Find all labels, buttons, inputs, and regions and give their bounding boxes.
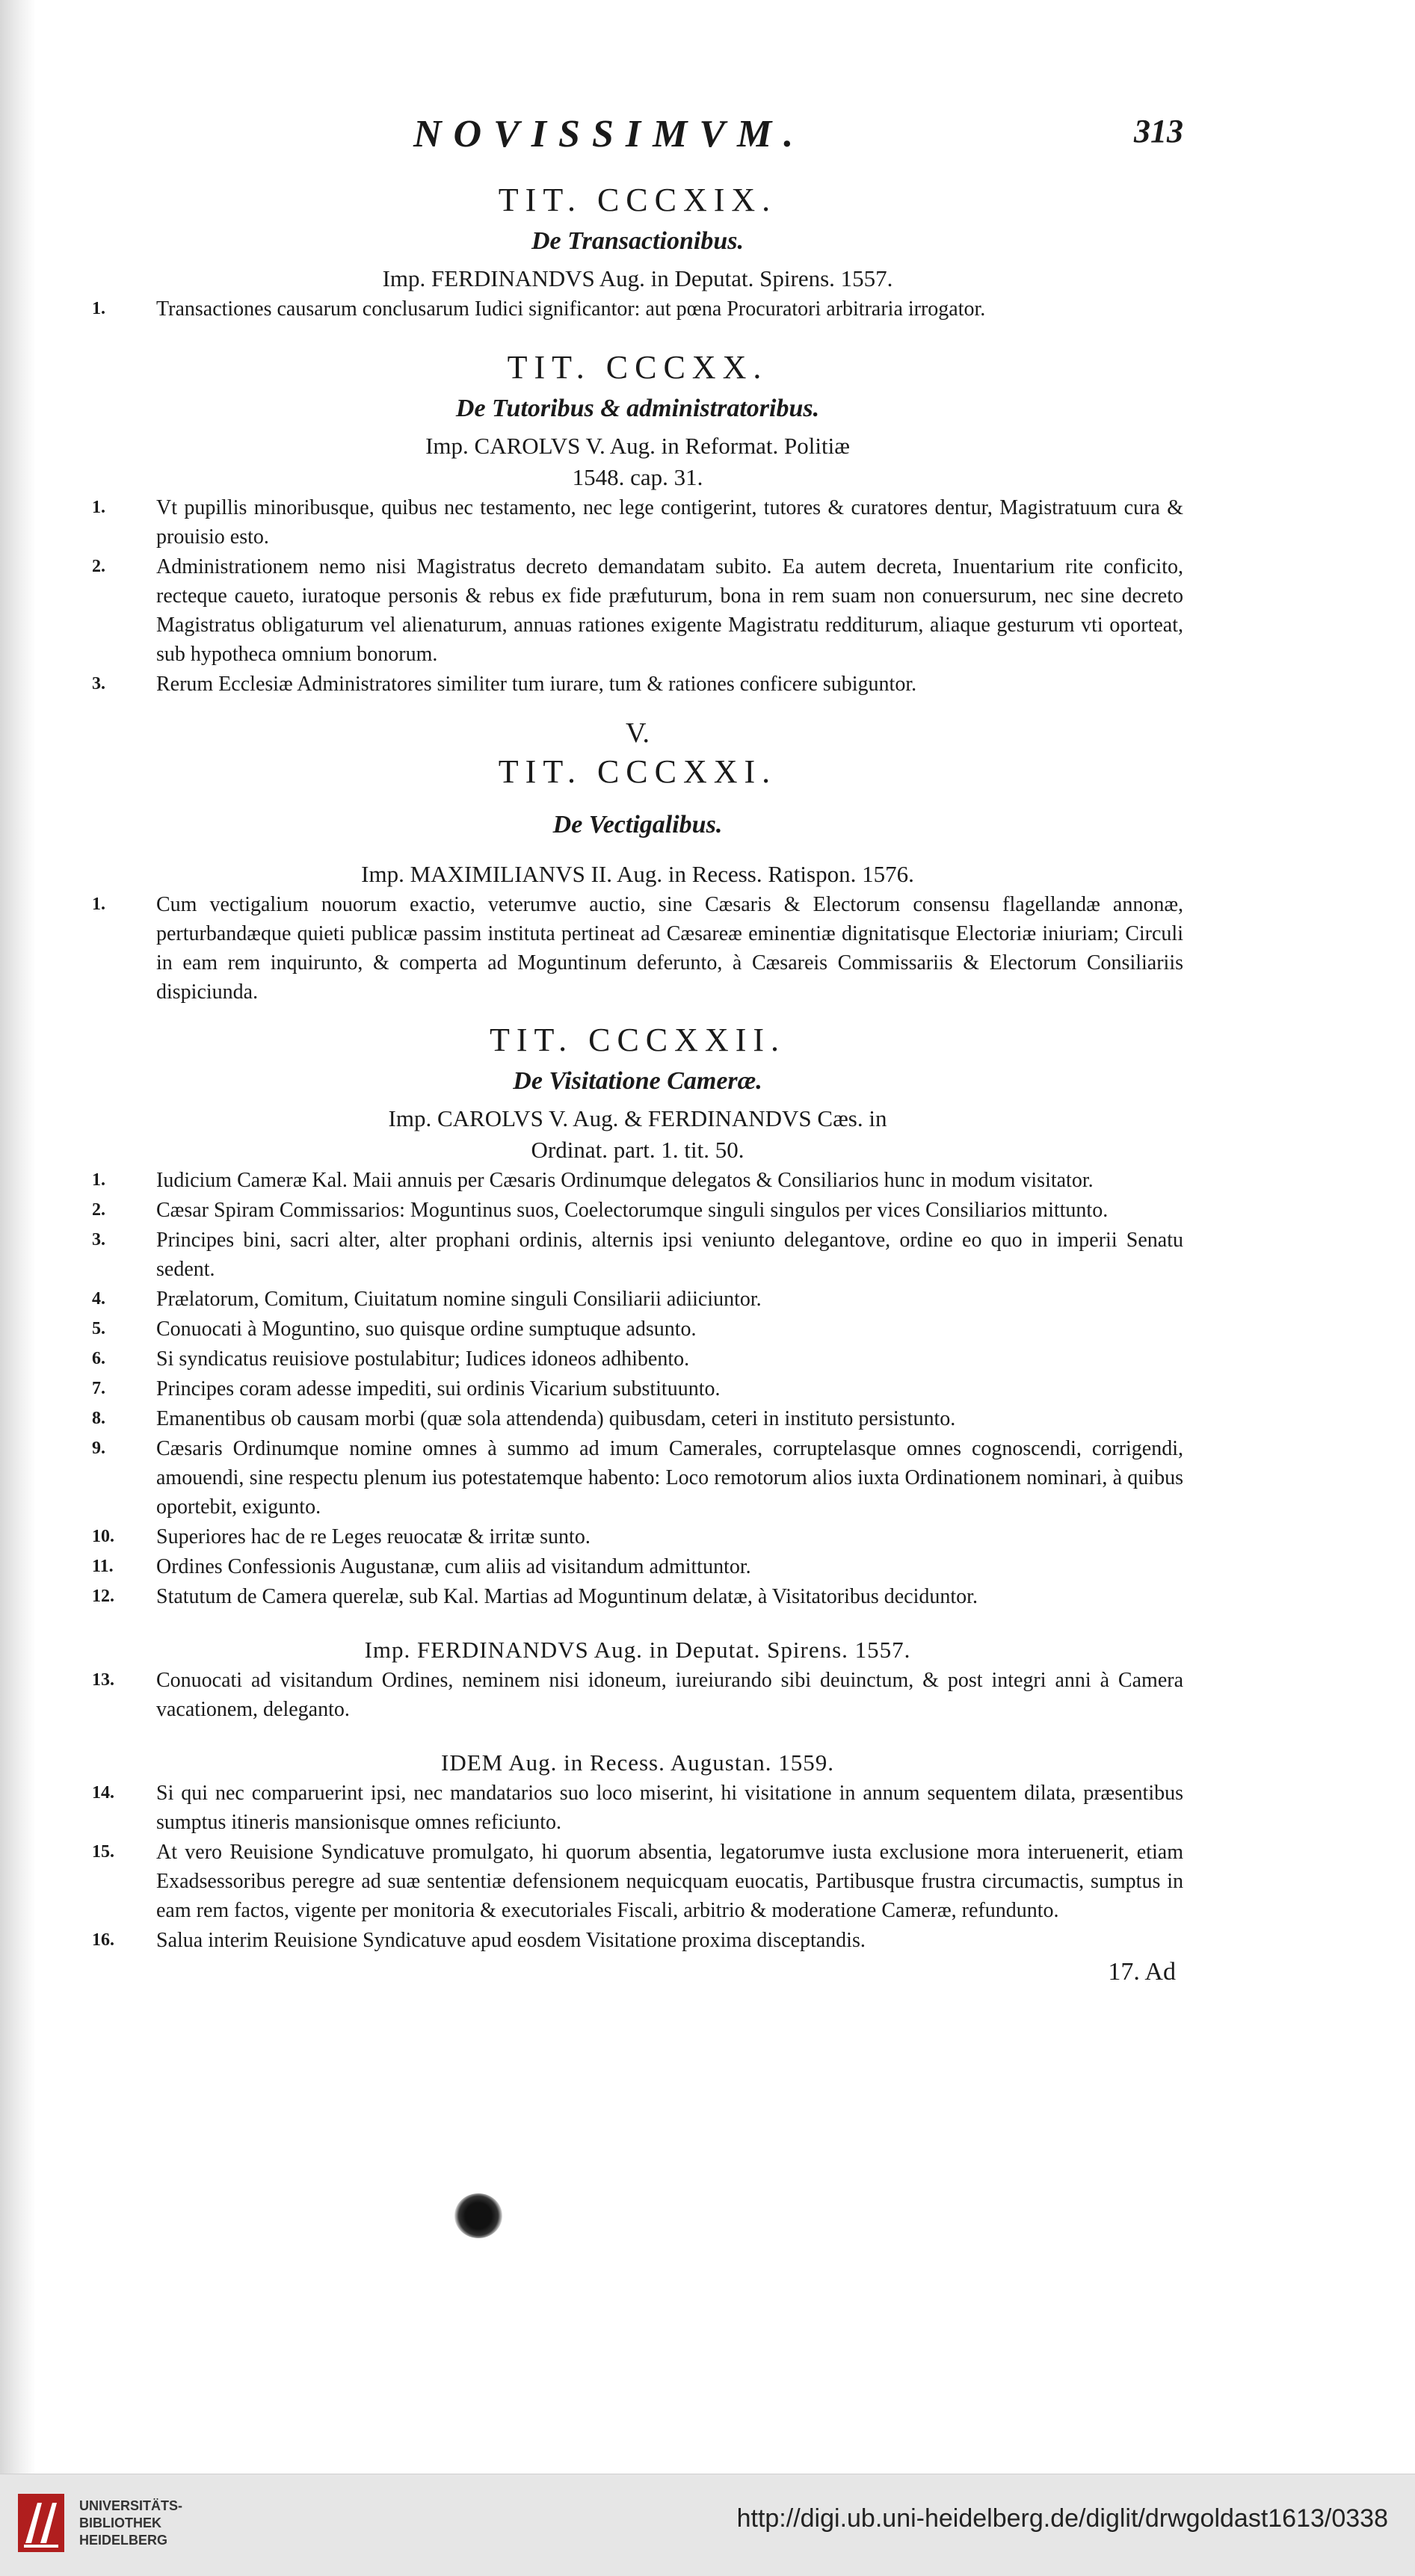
title-heading: TIT. CCCXX. [507, 349, 768, 386]
library-logo-text [79, 2498, 182, 2549]
paragraph-text: Principes coram adesse impediti, sui ordinis Vicarium substituunto. [156, 1377, 721, 1400]
paragraph-number: 1. [92, 299, 105, 318]
paragraph-text: Salua interim Reuisione Syndicatuve apud eosdem Visitatione proxima disceptandis. [156, 1929, 866, 1952]
page-number: 313 [1134, 113, 1183, 149]
section-ferdinand-1557 [92, 1634, 1183, 1724]
section-tit-cccxxi [92, 715, 1183, 1007]
logo-line-3: HEIDELBERG [79, 2532, 168, 2548]
law-paragraph [92, 1552, 1183, 1581]
paragraph-text: Emanentibus ob causam morbi (quæ sola attendenda) quibusdam, ceteri in instituto persistunto. [156, 1407, 956, 1430]
permalink-url[interactable]: http://digi.ub.uni-heidelberg.de/diglit/drwgoldast1613/0338 [736, 2504, 1388, 2533]
paragraph-text: Transactiones causarum conclusarum Iudici significantor: aut pœna Procuratori arbitraria irrogator. [156, 297, 986, 321]
paragraph-text: Conuocati à Moguntino, suo quisque ordine sumptuque adsunto. [156, 1318, 697, 1341]
paragraph-number: 2. [92, 1200, 105, 1220]
page-content [92, 112, 1183, 1986]
paragraph-number: 13. [92, 1670, 114, 1690]
source-citation: Imp. MAXIMILIANVS II. Aug. in Recess. Ratispon. 1576. [361, 861, 914, 887]
source-citation: Imp. FERDINANDVS Aug. in Deputat. Spirens. 1557. [364, 1637, 911, 1663]
section-marker: V. [625, 717, 650, 749]
logo-line-1: UNIVERSITÄTS- [79, 2498, 183, 2513]
source-citation: Imp. CAROLVS V. Aug. & FERDINANDVS Cæs. in [388, 1105, 887, 1131]
paragraph-text: Principes bini, sacri alter, alter prophani ordinis, alternis ipsi veniunto delegantove, ordine eo quo in imperii Senatu sedent. [156, 1229, 1183, 1281]
source-citation: Imp. CAROLVS V. Aug. in Reformat. Politiæ [425, 433, 850, 459]
paragraph-number: 3. [92, 674, 105, 694]
title-subject: De Tutoribus & administratoribus. [455, 395, 820, 422]
logo-line-2: BIBLIOTHEK [79, 2515, 161, 2530]
paragraph-text: Cæsar Spiram Commissarios: Moguntinus suos, Coelectorumque singuli singulos per vices Consiliarios mittunto. [156, 1199, 1109, 1222]
law-paragraph [92, 1926, 1183, 1955]
paragraph-text: At vero Reuisione Syndicatuve promulgato, hi quorum absentia, legatorumve iusta exclusione mora interuenerit, etiam Exadsessoribus peregre ad suæ sententiæ defensionem nequicquam euocatis, Partibusque frustra circumactis, sumptus in eam rem factos, vigente per monitoria & executoriales Fiscali, arbitrio & moderatione Cameræ, refundunto. [156, 1841, 1183, 1922]
section-tit-cccxx [92, 347, 1183, 699]
law-paragraph [92, 1404, 1183, 1433]
paragraph-text: Administrationem nemo nisi Magistratus decreto demandatam subito. Ea autem decreta, Inuentarium rite conficito, recteque caueto, iuratoque personis & rebus ex fide præfuturum, bona in rem suam non conuersurum, nec sine decreto Magistratus obligaturum vel alienaturum, annuas rationes exigente Magistratu redditurum, aliaque gesturum vti oporteat, sub hypotheca omnium bonorum. [156, 555, 1183, 666]
paragraph-number: 8. [92, 1409, 105, 1428]
paragraph-number: 16. [92, 1930, 114, 1950]
paragraph-text: Vt pupillis minoribusque, quibus nec testamento, nec lege contigerint, tutores & curatores dentur, Magistratuum cura & prouisio esto. [156, 496, 1183, 549]
paragraph-number: 3. [92, 1230, 105, 1250]
source-citation-line2: 1548. cap. 31. [572, 464, 703, 490]
paragraph-text: Statutum de Camera querelæ, sub Kal. Martias ad Moguntinum delatæ, à Visitatoribus deciduntor. [156, 1585, 978, 1608]
paragraph-text: Iudicium Cameræ Kal. Maii annuis per Cæsaris Ordinumque delegatos & Consiliarios hunc in modum visitator. [156, 1169, 1094, 1192]
paragraph-number: 7. [92, 1379, 105, 1398]
law-paragraph [92, 1522, 1183, 1551]
running-title: NOVISSIMVM. [413, 113, 806, 155]
scanned-page [36, 0, 1415, 2474]
paragraph-number: 2. [92, 557, 105, 576]
paragraph-text: Cæsaris Ordinumque nomine omnes à summo ad imum Camerales, corruptelasque omnes cognoscendi, corrigendi, amouendi, sine respectu plenum ius potestatemque habento: Loco remotorum alios iuxta Ordinationem nominari, à quibus oportebit, exigunto. [156, 1437, 1183, 1519]
law-paragraph [92, 1344, 1183, 1374]
law-paragraph [92, 552, 1183, 669]
source-citation: Imp. FERDINANDVS Aug. in Deputat. Spirens. 1557. [382, 265, 893, 291]
title-heading: TIT. CCCXIX. [498, 182, 777, 218]
law-paragraph [92, 1226, 1183, 1284]
title-subject: De Transactionibus. [531, 227, 744, 255]
paragraph-number: 6. [92, 1349, 105, 1368]
paragraph-number: 9. [92, 1439, 105, 1458]
law-paragraph [92, 1838, 1183, 1925]
paragraph-text: Superiores hac de re Leges reuocatæ & irritæ sunto. [156, 1525, 591, 1548]
paragraph-number: 1. [92, 1170, 105, 1190]
library-logo-icon [15, 2491, 67, 2555]
book-spine-shadow [0, 0, 36, 2474]
catchword: 17. Ad [1108, 1958, 1176, 1986]
viewer-footer [0, 2474, 1415, 2576]
running-head [92, 112, 1183, 179]
paragraph-number: 1. [92, 895, 105, 914]
paragraph-number: 11. [92, 1557, 114, 1576]
paragraph-number: 14. [92, 1783, 114, 1803]
paragraph-number: 5. [92, 1319, 105, 1338]
paragraph-text: Si syndicatus reuisiove postulabitur; Iudices idoneos adhibento. [156, 1347, 690, 1371]
title-heading: TIT. CCCXXI. [498, 753, 777, 790]
paragraph-number: 12. [92, 1587, 114, 1606]
paragraph-number: 4. [92, 1289, 105, 1309]
paragraph-number: 15. [92, 1842, 114, 1862]
law-paragraph [92, 1285, 1183, 1314]
paragraph-text: Prælatorum, Comitum, Ciuitatum nomine singuli Consiliarii adiiciuntor. [156, 1288, 762, 1311]
law-paragraph [92, 1582, 1183, 1611]
library-logo[interactable] [15, 2491, 182, 2555]
law-paragraph [92, 493, 1183, 552]
section-idem-1559 [92, 1747, 1183, 1955]
ink-blot [454, 2193, 502, 2238]
law-paragraph [92, 890, 1183, 1007]
paragraph-number: 10. [92, 1527, 114, 1546]
title-subject: De Visitatione Cameræ. [513, 1067, 762, 1095]
paragraph-text: Si qui nec comparuerint ipsi, nec mandatarios suo loco miserint, hi visitatione in annum sequentem dilata, præsentibus sumptus itineris mansionisque omnes reficiunto. [156, 1782, 1183, 1834]
law-paragraph [92, 670, 1183, 699]
law-paragraph [92, 1434, 1183, 1522]
paragraph-text: Rerum Ecclesiæ Administratores similiter tum iurare, tum & rationes conficere subiguntor. [156, 673, 917, 696]
paragraph-text: Cum vectigalium nouorum exactio, veterumve auctio, sine Cæsaris & Electorum consensu flagellandæ annonæ, perturbandæque quieti publicæ passim instituta pertineat ad Cæsareæ eminentiæ dignitatisque Electoriæ iniuriam; Circuli in eam rem inquirunto, & comperta ad Moguntinum deferunto, à Cæsareis Commissariis & Electorum Consiliariis dispiciunda. [156, 893, 1183, 1004]
section-tit-cccxxii [92, 1019, 1183, 1611]
law-paragraph [92, 1196, 1183, 1225]
law-paragraph [92, 1666, 1183, 1724]
source-citation: IDEM Aug. in Recess. Augustan. 1559. [441, 1749, 834, 1776]
law-paragraph [92, 1374, 1183, 1403]
title-subject: De Vectigalibus. [552, 811, 723, 838]
law-paragraph [92, 1315, 1183, 1344]
source-citation-line2: Ordinat. part. 1. tit. 50. [531, 1137, 745, 1163]
law-paragraph [92, 294, 1183, 324]
paragraph-text: Ordines Confessionis Augustanæ, cum aliis ad visitandum admittuntor. [156, 1555, 751, 1578]
title-heading: TIT. CCCXXII. [489, 1022, 786, 1058]
paragraph-text: Conuocati ad visitandum Ordines, neminem nisi idoneum, iureiurando sibi deuinctum, & post integri anni à Camera vacationem, deleganto. [156, 1669, 1183, 1721]
section-tit-cccxix [92, 179, 1183, 324]
law-paragraph [92, 1166, 1183, 1195]
paragraph-number: 1. [92, 498, 105, 517]
law-paragraph [92, 1779, 1183, 1837]
